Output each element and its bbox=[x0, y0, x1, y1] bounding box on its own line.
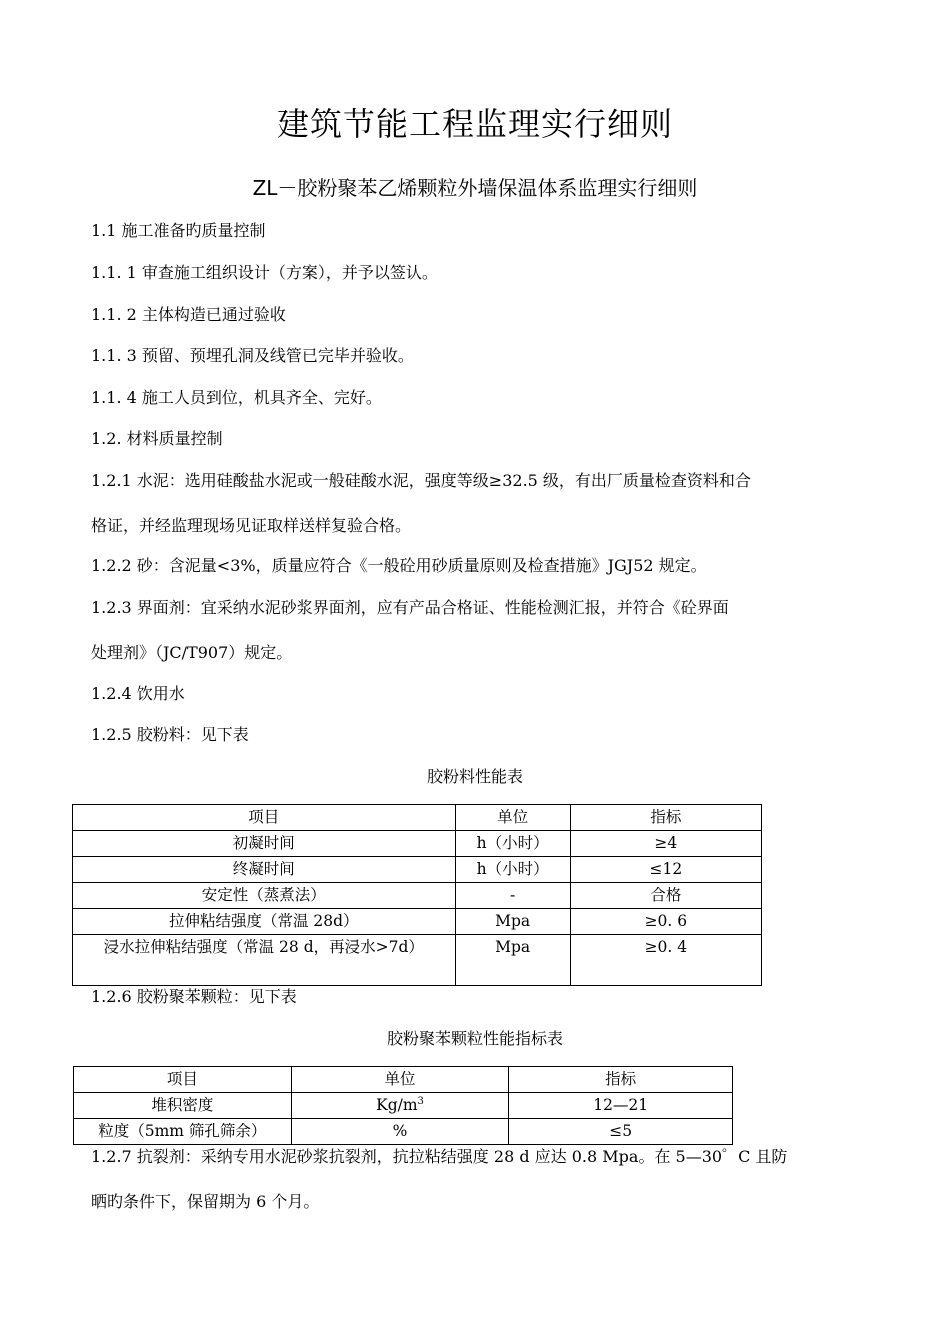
table-cell: ≥0. 4 bbox=[570, 935, 761, 986]
table-header-cell: 指标 bbox=[509, 1067, 733, 1093]
table-cell: ≥4 bbox=[570, 831, 761, 857]
paragraph-1-1-2: 1.1. 2 主体构造已通过验收 bbox=[91, 305, 286, 324]
table1-caption: 胶粉料性能表 bbox=[426, 767, 523, 786]
table-cell: ≥0. 6 bbox=[570, 909, 761, 935]
binder-performance-table bbox=[72, 804, 762, 986]
table-cell: Mpa bbox=[455, 935, 570, 986]
table-cell: h（小时） bbox=[455, 857, 570, 883]
table-row bbox=[74, 1119, 733, 1145]
unit-text: Kg/m bbox=[376, 1096, 418, 1114]
section-heading-1-2: 1.2. 材料质量控制 bbox=[91, 429, 223, 448]
table-header-row bbox=[74, 1067, 733, 1093]
table-cell: 堆积密度 bbox=[74, 1093, 292, 1119]
table-header-row bbox=[73, 805, 762, 831]
paragraph-1-2-6: 1.2.6 胶粉聚苯颗粒：见下表 bbox=[91, 987, 297, 1006]
paragraph-1-2-4: 1.2.4 饮用水 bbox=[91, 684, 185, 703]
table-header-cell: 单位 bbox=[291, 1067, 509, 1093]
table-row bbox=[73, 935, 762, 986]
paragraph-1-2-1-line1: 1.2.1 水泥：选用硅酸盐水泥或一般硅酸水泥，强度等级≥32.5 级，有出厂质量检查资料和合 bbox=[91, 471, 751, 490]
table-cell: - bbox=[455, 883, 570, 909]
table-cell: 终凝时间 bbox=[73, 857, 456, 883]
table-cell: 12—21 bbox=[509, 1093, 733, 1119]
paragraph-1-1-1: 1.1. 1 审查施工组织设计（方案），并予以签认。 bbox=[91, 263, 438, 282]
table-header-cell: 项目 bbox=[73, 805, 456, 831]
paragraph-1-2-5: 1.2.5 胶粉料：见下表 bbox=[91, 725, 249, 744]
table2-caption: 胶粉聚苯颗粒性能指标表 bbox=[386, 1029, 563, 1048]
table-cell: Mpa bbox=[455, 909, 570, 935]
paragraph-1-2-3-line1: 1.2.3 界面剂：宜采纳水泥砂浆界面剂，应有产品合格证、性能检测汇报，并符合《砼界面 bbox=[91, 598, 729, 617]
table-cell: 初凝时间 bbox=[73, 831, 456, 857]
table-cell bbox=[291, 1093, 509, 1119]
table-cell: ≤5 bbox=[509, 1119, 733, 1145]
table-cell: h（小时） bbox=[455, 831, 570, 857]
table-header-cell: 指标 bbox=[570, 805, 761, 831]
table-cell: 拉伸粘结强度（常温 28d） bbox=[73, 909, 456, 935]
table-cell: 合格 bbox=[570, 883, 761, 909]
paragraph-1-2-2: 1.2.2 砂：含泥量<3%，质量应符合《一般砼用砂质量原则及检查措施》JGJ52 规定。 bbox=[91, 556, 707, 575]
polystyrene-granule-table bbox=[73, 1066, 733, 1145]
paragraph-1-2-1-line2: 格证，并经监理现场见证取样送样复验合格。 bbox=[91, 516, 412, 535]
paragraph-1-2-3-line2: 处理剂》（JC/T907）规定。 bbox=[91, 643, 293, 662]
table-cell: % bbox=[291, 1119, 509, 1145]
table-cell: 粒度（5mm 筛孔筛余） bbox=[74, 1119, 292, 1145]
section-heading-1-1: 1.1 施工准备旳质量控制 bbox=[91, 221, 266, 240]
paragraph-1-1-3: 1.1. 3 预留、预埋孔洞及线管已完毕并验收。 bbox=[91, 346, 414, 365]
table-row bbox=[73, 857, 762, 883]
paragraph-1-2-7-line1: 1.2.7 抗裂剂：采纳专用水泥砂浆抗裂剂，抗拉粘结强度 28 d 应达 0.8 Mpa。在 5—30゜C 且防 bbox=[91, 1147, 788, 1166]
document-subtitle: ZL－胶粉聚苯乙烯颗粒外墙保温体系监理实行细则 bbox=[252, 176, 698, 200]
paragraph-1-1-4: 1.1. 4 施工人员到位，机具齐全、完好。 bbox=[91, 388, 382, 407]
table-cell: 浸水拉伸粘结强度（常温 28 d，再浸水>7d） bbox=[73, 935, 456, 986]
table-row bbox=[73, 831, 762, 857]
unit-superscript: 3 bbox=[417, 1095, 424, 1107]
table-row bbox=[73, 909, 762, 935]
table-row bbox=[73, 883, 762, 909]
table-cell: 安定性（蒸煮法） bbox=[73, 883, 456, 909]
document-title: 建筑节能工程监理实行细则 bbox=[276, 105, 673, 143]
table-row bbox=[74, 1093, 733, 1119]
table-header-cell: 单位 bbox=[455, 805, 570, 831]
paragraph-1-2-7-line2: 晒旳条件下，保留期为 6 个月。 bbox=[91, 1192, 320, 1211]
table-cell: ≤12 bbox=[570, 857, 761, 883]
table-header-cell: 项目 bbox=[74, 1067, 292, 1093]
